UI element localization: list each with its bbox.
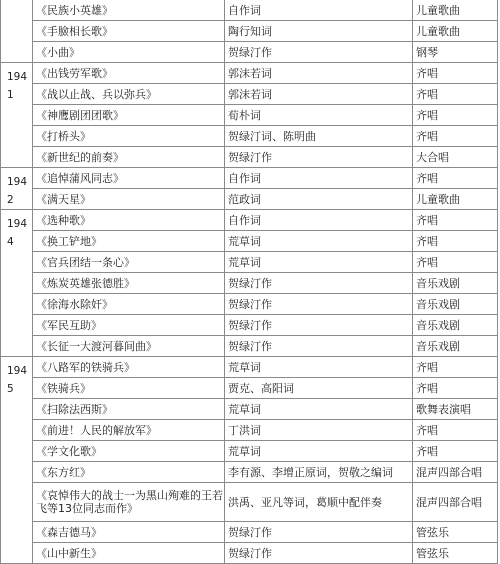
- credits-cell: 洪禹、亚凡等词，葛顺中配伴奏: [225, 483, 413, 522]
- table-row: [1, 420, 498, 441]
- credits-cell: 郭沫若词: [225, 63, 413, 84]
- title-cell: 《炼炭英雄张德胜》: [33, 273, 225, 294]
- credits-cell: 贺绿汀作: [225, 273, 413, 294]
- credits-cell: 自作词: [225, 210, 413, 231]
- table-row: [1, 210, 498, 231]
- credits-cell: 自作词: [225, 0, 413, 21]
- title-cell: 《官兵团结一条心》: [33, 252, 225, 273]
- genre-cell: 儿童歌曲: [413, 21, 498, 42]
- table-row: [1, 315, 498, 336]
- title-cell: 《前进！人民的解放军》: [33, 420, 225, 441]
- title-cell: 《民族小英雄》: [33, 0, 225, 21]
- table-row: [1, 168, 498, 189]
- title-cell: 《徐海水除奸》: [33, 294, 225, 315]
- genre-cell: 齐唱: [413, 210, 498, 231]
- table-row: [1, 84, 498, 105]
- table-row: [1, 336, 498, 357]
- table-row: [1, 399, 498, 420]
- table-row: [1, 294, 498, 315]
- table-row: [1, 63, 498, 84]
- table-row: [1, 483, 498, 522]
- title-cell: 《军民互助》: [33, 315, 225, 336]
- table-row: [1, 462, 498, 483]
- credits-cell: 荒草词: [225, 357, 413, 378]
- title-cell: 《山中新生》: [33, 543, 225, 564]
- credits-cell: 荀朴词: [225, 105, 413, 126]
- title-cell: 《换工铲地》: [33, 231, 225, 252]
- title-cell: 《神鹰剧团团歌》: [33, 105, 225, 126]
- year-cell: 1941: [1, 63, 33, 168]
- genre-cell: 音乐戏剧: [413, 336, 498, 357]
- table-row: [1, 522, 498, 543]
- genre-cell: 音乐戏剧: [413, 315, 498, 336]
- title-cell: 《东方红》: [33, 462, 225, 483]
- table-row: [1, 105, 498, 126]
- credits-cell: 郭沫若词: [225, 84, 413, 105]
- title-cell: 《小曲》: [33, 42, 225, 63]
- credits-cell: 贺绿汀作: [225, 315, 413, 336]
- table-row: [1, 21, 498, 42]
- credits-cell: 贺绿汀作: [225, 294, 413, 315]
- genre-cell: 齐唱: [413, 231, 498, 252]
- genre-cell: 齐唱: [413, 63, 498, 84]
- table-row: [1, 441, 498, 462]
- credits-cell: 丁洪词: [225, 420, 413, 441]
- genre-cell: 混声四部合唱: [413, 462, 498, 483]
- genre-cell: 儿童歌曲: [413, 189, 498, 210]
- title-cell: 《铁骑兵》: [33, 378, 225, 399]
- credits-cell: 贺绿汀作: [225, 336, 413, 357]
- genre-cell: 儿童歌曲: [413, 0, 498, 21]
- genre-cell: 混声四部合唱: [413, 483, 498, 522]
- table-row: [1, 231, 498, 252]
- genre-cell: 管弦乐: [413, 543, 498, 564]
- works-table-body: [1, 0, 498, 564]
- table-row: [1, 42, 498, 63]
- credits-cell: 贾克、高阳词: [225, 378, 413, 399]
- genre-cell: 大合唱: [413, 147, 498, 168]
- title-cell: 《八路军的铁骑兵》: [33, 357, 225, 378]
- genre-cell: 齐唱: [413, 420, 498, 441]
- credits-cell: 荒草词: [225, 252, 413, 273]
- credits-cell: 荒草词: [225, 231, 413, 252]
- table-row: [1, 126, 498, 147]
- table-row: [1, 378, 498, 399]
- credits-cell: 贺绿汀作: [225, 522, 413, 543]
- genre-cell: 齐唱: [413, 168, 498, 189]
- table-row: [1, 357, 498, 378]
- table-row: [1, 0, 498, 21]
- title-cell: 《战以止战、兵以弥兵》: [33, 84, 225, 105]
- title-cell: 《出钱劳军歌》: [33, 63, 225, 84]
- genre-cell: 齐唱: [413, 252, 498, 273]
- credits-cell: 贺绿汀作: [225, 42, 413, 63]
- title-cell: 《扫除法西斯》: [33, 399, 225, 420]
- title-cell: 《长征一大渡河暮间曲》: [33, 336, 225, 357]
- genre-cell: 音乐戏剧: [413, 273, 498, 294]
- genre-cell: 齐唱: [413, 84, 498, 105]
- table-row: [1, 147, 498, 168]
- credits-cell: 贺绿汀作: [225, 543, 413, 564]
- genre-cell: 音乐戏剧: [413, 294, 498, 315]
- title-cell: 《学文化歌》: [33, 441, 225, 462]
- year-cell: 1942: [1, 168, 33, 210]
- genre-cell: 歌舞表演唱: [413, 399, 498, 420]
- credits-cell: 荒草词: [225, 399, 413, 420]
- table-row: [1, 273, 498, 294]
- title-cell: 《森吉德马》: [33, 522, 225, 543]
- genre-cell: 齐唱: [413, 126, 498, 147]
- title-cell: 《手臉相长歌》: [33, 21, 225, 42]
- table-row: [1, 252, 498, 273]
- genre-cell: 管弦乐: [413, 522, 498, 543]
- table-row: [1, 543, 498, 564]
- credits-cell: 贺绿汀作: [225, 147, 413, 168]
- genre-cell: 齐唱: [413, 441, 498, 462]
- genre-cell: 齐唱: [413, 105, 498, 126]
- year-cell: 1944: [1, 210, 33, 357]
- year-cell: 1945: [1, 357, 33, 564]
- genre-cell: 齐唱: [413, 357, 498, 378]
- credits-cell: 陶行知词: [225, 21, 413, 42]
- title-cell: 《新世纪的前奏》: [33, 147, 225, 168]
- year-cell: [1, 0, 33, 63]
- genre-cell: 钢琴: [413, 42, 498, 63]
- credits-cell: 范政词: [225, 189, 413, 210]
- title-cell: 《追悼蒲风同志》: [33, 168, 225, 189]
- table-row: [1, 189, 498, 210]
- title-cell: 《满天星》: [33, 189, 225, 210]
- credits-cell: 自作词: [225, 168, 413, 189]
- title-cell: 《哀悼伟大的战士一为黑山殉难的王若飞等13位同志而作》: [33, 483, 225, 522]
- credits-cell: 李有源、李增正原词，贺敬之编词: [225, 462, 413, 483]
- credits-cell: 贺绿汀词、陈明曲: [225, 126, 413, 147]
- credits-cell: 荒草词: [225, 441, 413, 462]
- genre-cell: 齐唱: [413, 378, 498, 399]
- title-cell: 《打桥头》: [33, 126, 225, 147]
- title-cell: 《选种歌》: [33, 210, 225, 231]
